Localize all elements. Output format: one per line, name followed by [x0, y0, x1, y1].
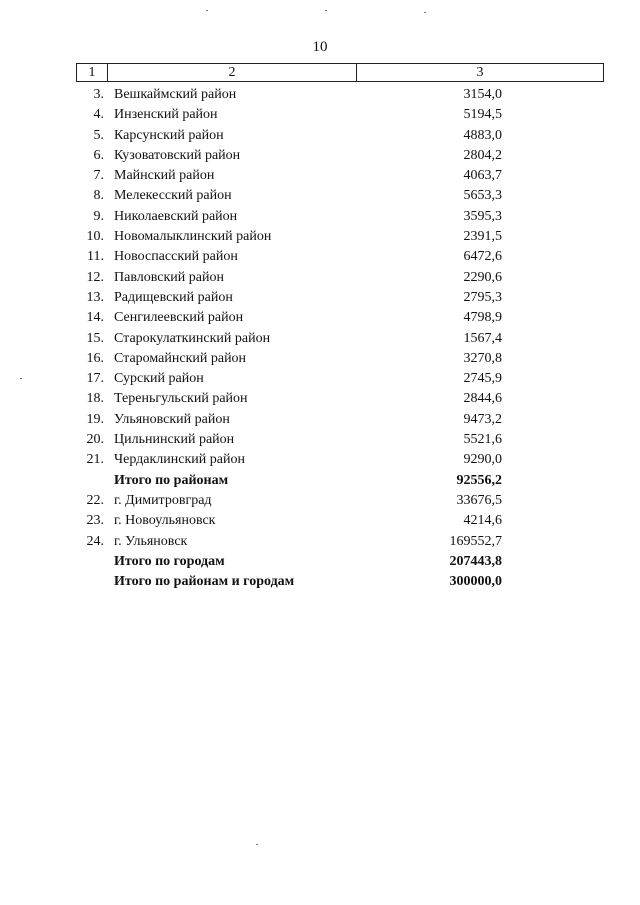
row-number: 15.: [86, 330, 104, 346]
scan-speck: [325, 10, 327, 11]
row-value: 4063,7: [463, 168, 502, 184]
row-name: Цильнинский район: [114, 432, 235, 448]
row-name: Старокулаткинский район: [114, 330, 271, 346]
table-row: [0, 126, 640, 146]
row-name: Радищевский район: [114, 289, 233, 305]
row-name: Николаевский район: [114, 208, 238, 224]
row-value: 5194,5: [463, 107, 502, 123]
row-number: 11.: [87, 249, 104, 265]
row-number: 16.: [86, 350, 104, 366]
table-row: [0, 166, 640, 186]
row-value: 4883,0: [463, 127, 502, 143]
row-number: 24.: [86, 533, 104, 549]
table-row: [0, 369, 640, 389]
row-name: Сенгилеевский район: [114, 310, 244, 326]
row-name: Итого по районам и городам: [114, 574, 295, 590]
scan-speck: [424, 12, 426, 13]
row-number: 21.: [86, 452, 104, 468]
row-number: 7.: [93, 168, 104, 184]
row-value: 5653,3: [463, 188, 502, 204]
table-row: [0, 288, 640, 308]
row-value: 2795,3: [463, 289, 502, 305]
row-name: г. Ульяновск: [114, 533, 188, 549]
row-name: Кузоватовский район: [114, 147, 241, 163]
table-row: [0, 532, 640, 552]
row-name: Новомалыклинский район: [114, 229, 272, 245]
scan-speck: [206, 10, 208, 11]
table-row: [0, 268, 640, 288]
row-value: 5521,6: [463, 432, 502, 448]
row-value: 207443,8: [449, 553, 502, 569]
row-value: 3270,8: [463, 350, 502, 366]
row-number: 17.: [86, 371, 104, 387]
row-name: г. Димитровград: [114, 492, 212, 508]
table-row: [0, 349, 640, 369]
table-row: [0, 247, 640, 267]
row-name: Новоспасский район: [114, 249, 238, 265]
row-number: 4.: [93, 107, 104, 123]
row-name: Ульяновский район: [114, 411, 230, 427]
row-value: 33676,5: [456, 492, 502, 508]
row-value: 3595,3: [463, 208, 502, 224]
table-row: [0, 430, 640, 450]
header-col-3: 3: [476, 65, 484, 80]
row-value: 2804,2: [463, 147, 502, 163]
row-value: 92556,2: [456, 472, 502, 488]
row-name: Итого по районам: [114, 472, 229, 488]
row-name: Инзенский район: [114, 107, 218, 123]
row-number: 18.: [86, 391, 104, 407]
table-row: [0, 186, 640, 206]
table-row: [0, 146, 640, 166]
row-name: Сурский район: [114, 371, 204, 387]
table-row: [0, 105, 640, 125]
table-row: [0, 491, 640, 511]
table-row: [0, 308, 640, 328]
row-number: 10.: [86, 229, 104, 245]
table-row: [0, 450, 640, 470]
table-row: [0, 207, 640, 227]
scan-speck: [256, 844, 258, 845]
table-row: [0, 85, 640, 105]
row-value: 3154,0: [463, 87, 502, 102]
row-name: Вешкаймский район: [114, 87, 237, 102]
row-name: Чердаклинский район: [114, 452, 245, 468]
row-name: Майнский район: [114, 168, 215, 184]
row-name: Мелекесский район: [114, 188, 232, 204]
row-number: 6.: [93, 147, 104, 163]
table-header: [76, 63, 604, 82]
total-row: [0, 552, 640, 572]
row-name: Итого по городам: [114, 553, 225, 569]
row-number: 20.: [86, 432, 104, 448]
row-number: 19.: [86, 411, 104, 427]
row-number: 13.: [86, 289, 104, 305]
row-name: Старомайнский район: [114, 350, 247, 366]
row-number: 14.: [86, 310, 104, 326]
row-value: 4798,9: [463, 310, 502, 326]
table-row: [0, 227, 640, 247]
row-name: Карсунский район: [114, 127, 224, 143]
row-name: г. Новоульяновск: [114, 513, 216, 529]
table-row: [0, 511, 640, 531]
row-value: 6472,6: [463, 249, 502, 265]
row-number: 23.: [86, 513, 104, 529]
row-value: 2745,9: [463, 371, 502, 387]
row-number: 22.: [86, 492, 104, 508]
row-number: 9.: [93, 208, 104, 224]
row-number: 5.: [93, 127, 104, 143]
row-name: Павловский район: [114, 269, 224, 285]
total-row: [0, 471, 640, 491]
row-value: 169552,7: [449, 533, 502, 549]
header-col-1: 1: [77, 64, 108, 81]
row-value: 2844,6: [463, 391, 502, 407]
row-number: 3.: [93, 87, 104, 102]
scan-speck: [20, 378, 22, 379]
header-col-2: 2: [108, 64, 357, 81]
page-number: 10: [312, 39, 328, 55]
table-row: [0, 389, 640, 409]
table-body: [0, 85, 640, 592]
row-value: 1567,4: [463, 330, 502, 346]
row-value: 9290,0: [463, 452, 502, 468]
row-value: 9473,2: [463, 411, 502, 427]
table-row: [0, 329, 640, 349]
table-row: [0, 410, 640, 430]
row-value: 2290,6: [463, 269, 502, 285]
row-number: 12.: [86, 269, 104, 285]
row-name: Тереньгульский район: [114, 391, 248, 407]
row-value: 2391,5: [463, 229, 502, 245]
total-row: [0, 572, 640, 592]
row-value: 300000,0: [449, 574, 502, 590]
row-value: 4214,6: [463, 513, 502, 529]
row-number: 8.: [93, 188, 104, 204]
